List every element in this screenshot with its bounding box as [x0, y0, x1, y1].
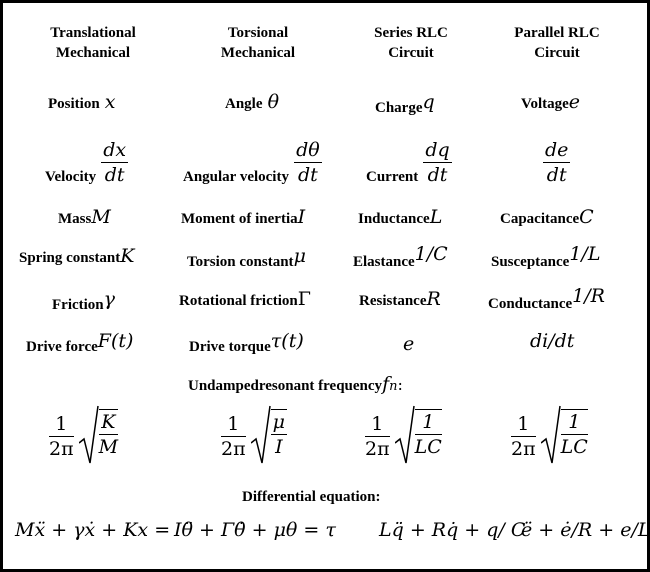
- symbol: μ: [293, 245, 306, 267]
- numerator: de: [545, 139, 569, 161]
- label: Charge: [375, 100, 423, 116]
- symbol: q: [422, 91, 435, 113]
- derivative-fraction: [543, 138, 570, 187]
- header-series-rlc: [341, 23, 481, 63]
- label: Rotational friction: [179, 293, 298, 309]
- radicand: [561, 409, 588, 459]
- symbol: θ: [267, 91, 280, 113]
- label: Elastance: [353, 254, 415, 270]
- symbol: K: [120, 245, 135, 267]
- symbol: I: [297, 206, 306, 228]
- header-line2: Mechanical: [55, 45, 131, 61]
- cell-susceptance: [491, 243, 600, 271]
- label: Torsion constant: [187, 254, 294, 270]
- denominator: I: [275, 436, 283, 458]
- cell-drive-force: [26, 330, 133, 356]
- symbol: R: [426, 288, 441, 310]
- cell-resistance: [359, 288, 441, 310]
- radicand-fraction: [561, 410, 588, 459]
- denominator: 2π: [221, 437, 246, 460]
- numerator: 1: [365, 412, 390, 437]
- label: Conductance: [488, 296, 573, 312]
- symbol: x: [104, 91, 116, 113]
- numerator: K: [99, 410, 118, 435]
- equation-torsional: [174, 519, 336, 541]
- cell-angular-velocity: [183, 138, 322, 187]
- header-parallel-rlc: [487, 23, 627, 63]
- one-over-two-pi: [221, 412, 246, 461]
- symbol: γ: [103, 288, 116, 310]
- denominator: dt: [546, 164, 567, 186]
- resonant-formula-translational: [49, 405, 118, 467]
- cell-position: [48, 91, 116, 113]
- header-line1: Series RLC: [374, 25, 448, 41]
- cell-elastance: [353, 243, 448, 271]
- derivative-fraction: [101, 138, 128, 187]
- cell-drive-didt: [530, 330, 574, 352]
- equation-text: ë + ė/R + e/L: [521, 519, 650, 541]
- label: Moment of inertia: [181, 211, 298, 227]
- cell-velocity: [45, 138, 128, 187]
- one-over-two-pi: [365, 412, 390, 461]
- symbol: 1/L: [569, 243, 601, 265]
- derivative-fraction: [294, 138, 322, 187]
- radicand-fraction: [415, 410, 442, 459]
- symbol: 1/R: [572, 285, 605, 307]
- cell-capacitance: [500, 206, 594, 228]
- radicand-fraction: [271, 410, 287, 459]
- subscript: n: [389, 379, 398, 394]
- cell-current: [366, 138, 452, 187]
- header-line1: Torsional: [227, 25, 289, 41]
- denominator: 2π: [511, 437, 536, 460]
- numerator: μ: [272, 411, 286, 433]
- cell-moment-of-inertia: [181, 206, 305, 228]
- symbol: M: [91, 206, 111, 228]
- cell-spring-constant: [19, 245, 134, 267]
- equation-translational: [15, 519, 170, 541]
- symbol: 1/C: [414, 243, 448, 265]
- resonant-caption: [188, 373, 403, 395]
- equation-parallel-rlc: [521, 519, 650, 541]
- header-line1: Translational: [50, 25, 136, 41]
- radicand: [99, 409, 118, 459]
- label: Angular velocity: [183, 169, 289, 185]
- denominator: LC: [414, 436, 442, 458]
- symbol: e: [568, 91, 581, 113]
- equation-text: Lq̈ + Rq̇ + q/ C: [379, 519, 526, 541]
- radical-sign-icon: [79, 405, 99, 467]
- denominator: dt: [427, 164, 448, 186]
- one-over-two-pi: [49, 412, 74, 461]
- symbol: Γ: [297, 288, 311, 310]
- label: Resistance: [359, 293, 427, 309]
- denominator: dt: [104, 164, 125, 186]
- resonant-formula-torsional: [221, 405, 287, 467]
- caption-text: Undampedresonant frequency: [188, 378, 383, 394]
- equation-text: Iθ̈ + Γθ̇ + μθ = τ: [174, 519, 336, 541]
- symbol: L: [429, 206, 443, 228]
- symbol: di/dt: [530, 330, 575, 352]
- radicand: [415, 409, 442, 459]
- label: Drive torque: [189, 339, 271, 355]
- equation-series-rlc: [379, 519, 525, 541]
- label: Velocity: [45, 169, 97, 185]
- cell-friction: [52, 288, 115, 314]
- numerator: dθ: [296, 139, 320, 161]
- one-over-two-pi: [511, 412, 536, 461]
- denominator: 2π: [49, 437, 74, 460]
- cell-drive-torque: [189, 330, 304, 356]
- equation-text: Mẍ + γẋ + Kx =: [15, 519, 171, 541]
- numerator: 1: [415, 410, 442, 435]
- denominator: dt: [297, 164, 318, 186]
- header-torsional: [188, 23, 328, 63]
- cell-torsion-constant: [187, 245, 306, 271]
- symbol: e: [403, 333, 415, 355]
- label: Position: [48, 96, 100, 112]
- denominator: 2π: [365, 437, 390, 460]
- differential-caption: [242, 486, 380, 506]
- numerator: 1: [511, 412, 536, 437]
- label: Angle: [225, 96, 263, 112]
- colon: :: [397, 375, 403, 394]
- derivative-fraction: [423, 138, 451, 187]
- symbol: C: [579, 206, 594, 228]
- symbol: F(t): [97, 330, 134, 352]
- numerator: dx: [103, 139, 127, 161]
- radical-sign-icon: [395, 405, 415, 467]
- symbol: f: [382, 373, 390, 395]
- denominator: M: [98, 436, 119, 458]
- caption-text: Differential equation:: [242, 489, 381, 505]
- label: Susceptance: [491, 254, 570, 270]
- header-translational: [23, 23, 163, 63]
- label: Voltage: [521, 96, 569, 112]
- cell-drive-e: [403, 333, 414, 355]
- header-line2: Mechanical: [220, 45, 296, 61]
- label: Friction: [52, 297, 104, 313]
- numerator: 1: [561, 410, 588, 435]
- resonant-formula-series: [365, 405, 442, 467]
- header-line1: Parallel RLC: [514, 25, 600, 41]
- radicand-fraction: [99, 410, 118, 459]
- radical-sign-icon: [541, 405, 561, 467]
- label: Mass: [58, 211, 92, 227]
- label: Inductance: [358, 211, 430, 227]
- denominator: LC: [560, 436, 588, 458]
- square-root: [395, 405, 442, 467]
- header-line2: Circuit: [388, 45, 434, 61]
- radicand: [271, 409, 287, 459]
- square-root: [251, 405, 287, 467]
- radical-sign-icon: [251, 405, 271, 467]
- symbol: τ(t): [270, 330, 304, 352]
- numerator: 1: [49, 412, 74, 437]
- numerator: dq: [425, 139, 450, 161]
- cell-voltage: [521, 91, 580, 113]
- label: Capacitance: [500, 211, 580, 227]
- cell-charge: [375, 91, 435, 117]
- square-root: [541, 405, 588, 467]
- cell-rotational-friction: [179, 288, 311, 310]
- cell-voltage-derivative: [543, 138, 570, 187]
- cell-conductance: [488, 285, 605, 313]
- cell-inductance: [358, 206, 442, 228]
- header-line2: Circuit: [534, 45, 580, 61]
- numerator: 1: [221, 412, 246, 437]
- label: Current: [366, 169, 419, 185]
- label: Drive force: [26, 339, 98, 355]
- cell-mass: [58, 206, 111, 228]
- square-root: [79, 405, 118, 467]
- resonant-formula-parallel: [511, 405, 588, 467]
- label: Spring constant: [19, 250, 121, 266]
- cell-angle: [225, 91, 279, 113]
